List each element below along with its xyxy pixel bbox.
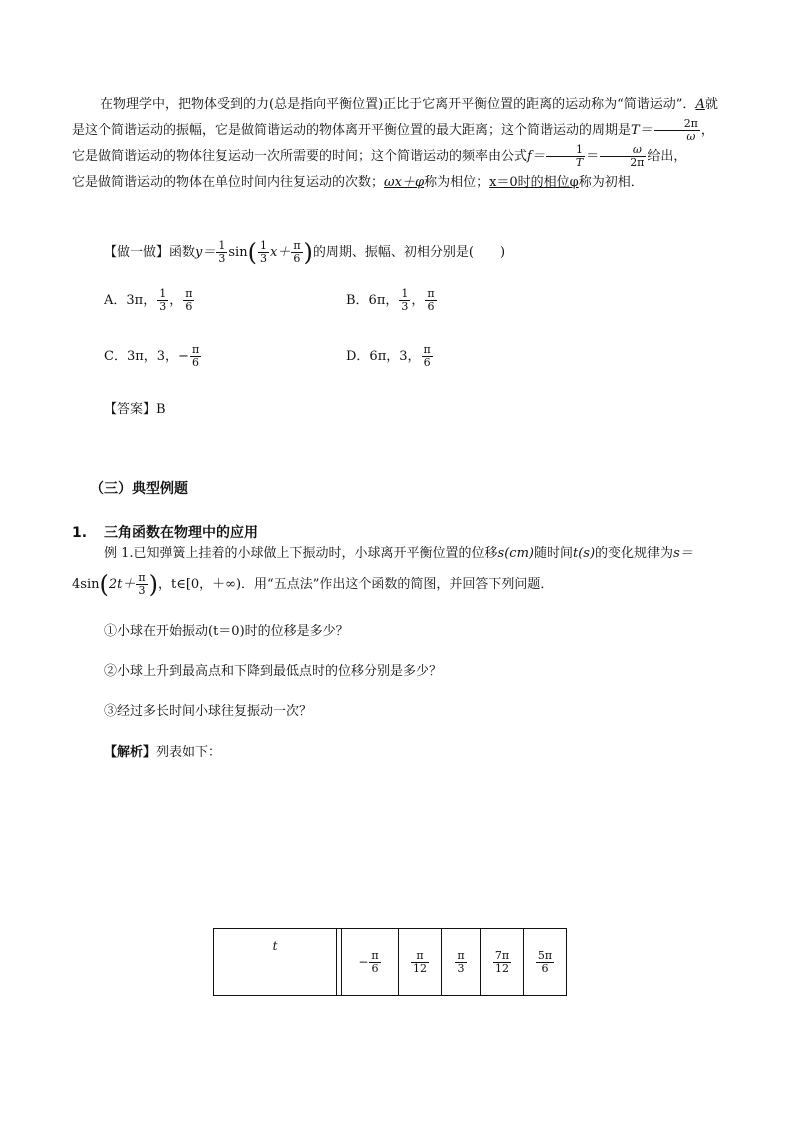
table-header-t: t (214, 929, 337, 996)
try-it-label: 【做一做】 (104, 245, 170, 260)
fraction-numerator: π (138, 571, 146, 584)
period-formula: T＝ (631, 123, 653, 138)
intro-text-3: ，它是做简谐运动的物体往复运动一次所需要的时间；这个简谐运动的频率由公式 (72, 123, 714, 164)
example-text-2: 随时间 (533, 546, 573, 561)
fraction-denominator: 6 (423, 356, 431, 369)
table-cell (342, 929, 399, 996)
example-text-4: ，t∈[0，＋∞)．用“五点法”作出这个函数的简图，并回答下列问题． (157, 577, 554, 592)
fraction-numerator: 1 (159, 287, 167, 300)
fraction-denominator: 6 (371, 961, 379, 975)
fraction-numerator: π (293, 239, 301, 252)
y-equals: y＝ (195, 245, 216, 260)
intro-text-6: 称为相位； (424, 175, 490, 190)
initial-phase-expression: x＝0时的相位φ (489, 175, 579, 190)
section-title: （三）典型例题 (90, 481, 188, 497)
try-it-question (104, 240, 722, 265)
intro-paragraph (72, 92, 722, 196)
fraction-numerator: 1 (218, 239, 226, 252)
answer-label: 【答案】 (104, 402, 157, 417)
answer-value: B (156, 402, 166, 417)
subsection-number: 1. (72, 525, 88, 541)
subsection-title (72, 522, 258, 542)
fraction-pi-over-6 (291, 240, 302, 265)
option-d-label: D．6π，3， (346, 349, 421, 364)
fraction-pi-over-6 (425, 288, 436, 313)
fraction-1-over-3 (157, 288, 168, 313)
fraction-denominator: 12 (494, 961, 509, 975)
option-a-label: A．3π， (104, 293, 157, 308)
fraction-denominator: 6 (427, 300, 435, 313)
fraction-numerator: 1 (546, 144, 585, 157)
option-c (104, 344, 202, 369)
option-a: A．3π， $\frac{1}{3}$ ， $\frac{\pi}{6}$ (104, 287, 193, 313)
table-fraction (536, 950, 554, 975)
values-table (213, 928, 567, 996)
fraction-denominator: 6 (185, 300, 193, 313)
example-1 (104, 544, 722, 564)
option-b: B．6π， $\frac{1}{3}$ ， $\frac{\pi}{6}$ (346, 287, 435, 313)
solution-label: 【解析】 (104, 745, 157, 760)
fraction-1-over-T (546, 144, 585, 169)
fraction-pi-over-6 (183, 288, 194, 313)
equals-sign: ＝ (586, 149, 600, 164)
fraction-denominator: 3 (259, 252, 267, 265)
try-it-text-tail: 的周期、振幅、初相分别是( ) (312, 245, 506, 260)
left-paren: ( (247, 238, 257, 267)
intro-text-5: 它是做简谐运动的物体在单位时间内往复运动的次数； (72, 175, 385, 190)
intro-text-7: 称为初相． (578, 175, 644, 190)
two-t-plus: 2t＋ (108, 577, 136, 592)
fraction-2pi-over-omega (654, 118, 700, 143)
fraction-numerator: π (411, 950, 429, 963)
s-equals: s＝ (673, 546, 693, 561)
table-fraction (455, 950, 466, 975)
fraction-denominator: ω (686, 130, 696, 143)
table-fraction (411, 950, 429, 975)
fraction-numerator: π (423, 343, 431, 356)
table-fraction (493, 950, 511, 975)
right-paren: ) (303, 238, 313, 267)
fraction-denominator: 3 (401, 300, 409, 313)
minus-sign: − (358, 954, 369, 969)
fraction-omega-over-2pi (600, 144, 646, 169)
table-cell (442, 929, 481, 996)
intro-text-4: 给出， (647, 149, 687, 164)
amplitude-symbol: A (695, 97, 705, 112)
phase-expression: ωx＋φ (384, 175, 425, 190)
fraction-numerator: π (191, 343, 200, 356)
four-sin: 4sin (72, 577, 100, 592)
fraction-denominator: 6 (541, 961, 549, 975)
solution-text: 列表如下： (156, 745, 222, 760)
fraction-pi-over-6 (422, 344, 433, 369)
fraction-denominator: 2π (630, 156, 645, 169)
sin-label: sin (228, 245, 248, 260)
t-s: t(s) (573, 546, 596, 561)
fraction-denominator: 12 (413, 961, 427, 975)
fraction-denominator: T (575, 156, 584, 169)
fraction-pi-over-6 (190, 344, 201, 369)
fraction-1-over-3 (399, 288, 410, 313)
fraction-denominator: 3 (138, 584, 146, 597)
try-it-text: 函数 (169, 245, 196, 260)
fraction-1-over-3 (258, 240, 269, 265)
table-cell (481, 929, 524, 996)
fraction-numerator: 2π (654, 118, 700, 131)
solution-line (104, 741, 221, 760)
left-paren: ( (99, 570, 109, 599)
table-fraction (369, 950, 380, 975)
fraction-denominator: 6 (192, 356, 200, 369)
table-row (214, 929, 567, 996)
fraction-1-over-3 (216, 240, 227, 265)
fraction-numerator: 7π (494, 948, 510, 962)
fraction-numerator: π (427, 287, 435, 300)
example-text-1: 例 1.已知弹簧上挂着的小球做上下振动时，小球离开平衡位置的位移 (104, 546, 498, 561)
fraction-denominator: 3 (218, 252, 226, 265)
fraction-numerator: π (457, 948, 465, 962)
example-1-formula (72, 572, 553, 597)
option-d (346, 344, 434, 369)
fraction-denominator: 3 (159, 300, 167, 313)
table-cell (524, 929, 567, 996)
s-cm: s(cm) (497, 546, 534, 561)
option-b-label: B．6π， (346, 293, 399, 308)
fraction-numerator: π (371, 948, 379, 962)
fraction-numerator: 1 (259, 239, 267, 252)
question-1: ①小球在开始振动(t＝0)时的位移是多少？ (104, 624, 349, 639)
fraction-denominator: 3 (457, 961, 465, 975)
intro-text-1: 在物理学中，把物体受到的力(总是指向平衡位置)正比于它离开平衡位置的距离的运动称为“简谐运动”． (100, 97, 696, 112)
fraction-pi-over-3 (136, 572, 147, 597)
intro-text-2: 就是这个简谐运动的振幅，它是做简谐运动的物体离开平衡位置的最大距离；这个简谐运动的周期是 (72, 97, 718, 138)
frequency-formula: f＝ (527, 149, 545, 164)
fraction-numerator: ω (600, 144, 646, 157)
x-plus: x＋ (269, 245, 291, 260)
example-text-3: 的变化规律为 (595, 546, 674, 561)
right-paren: ) (148, 570, 158, 599)
fraction-numerator: 1 (401, 287, 409, 300)
option-c-label: C．3π，3，− (104, 349, 189, 364)
fraction-denominator: 6 (293, 252, 301, 265)
question-3: ③经过多长时间小球往复振动一次？ (104, 704, 313, 719)
subsection-label: 三角函数在物理中的应用 (104, 525, 258, 541)
question-2: ②小球上升到最高点和下降到最低点时的位移分别是多少？ (104, 664, 443, 679)
table-cell (399, 929, 442, 996)
fraction-numerator: π (185, 287, 193, 300)
fraction-numerator: 5π (537, 948, 553, 962)
answer-line (104, 398, 166, 417)
